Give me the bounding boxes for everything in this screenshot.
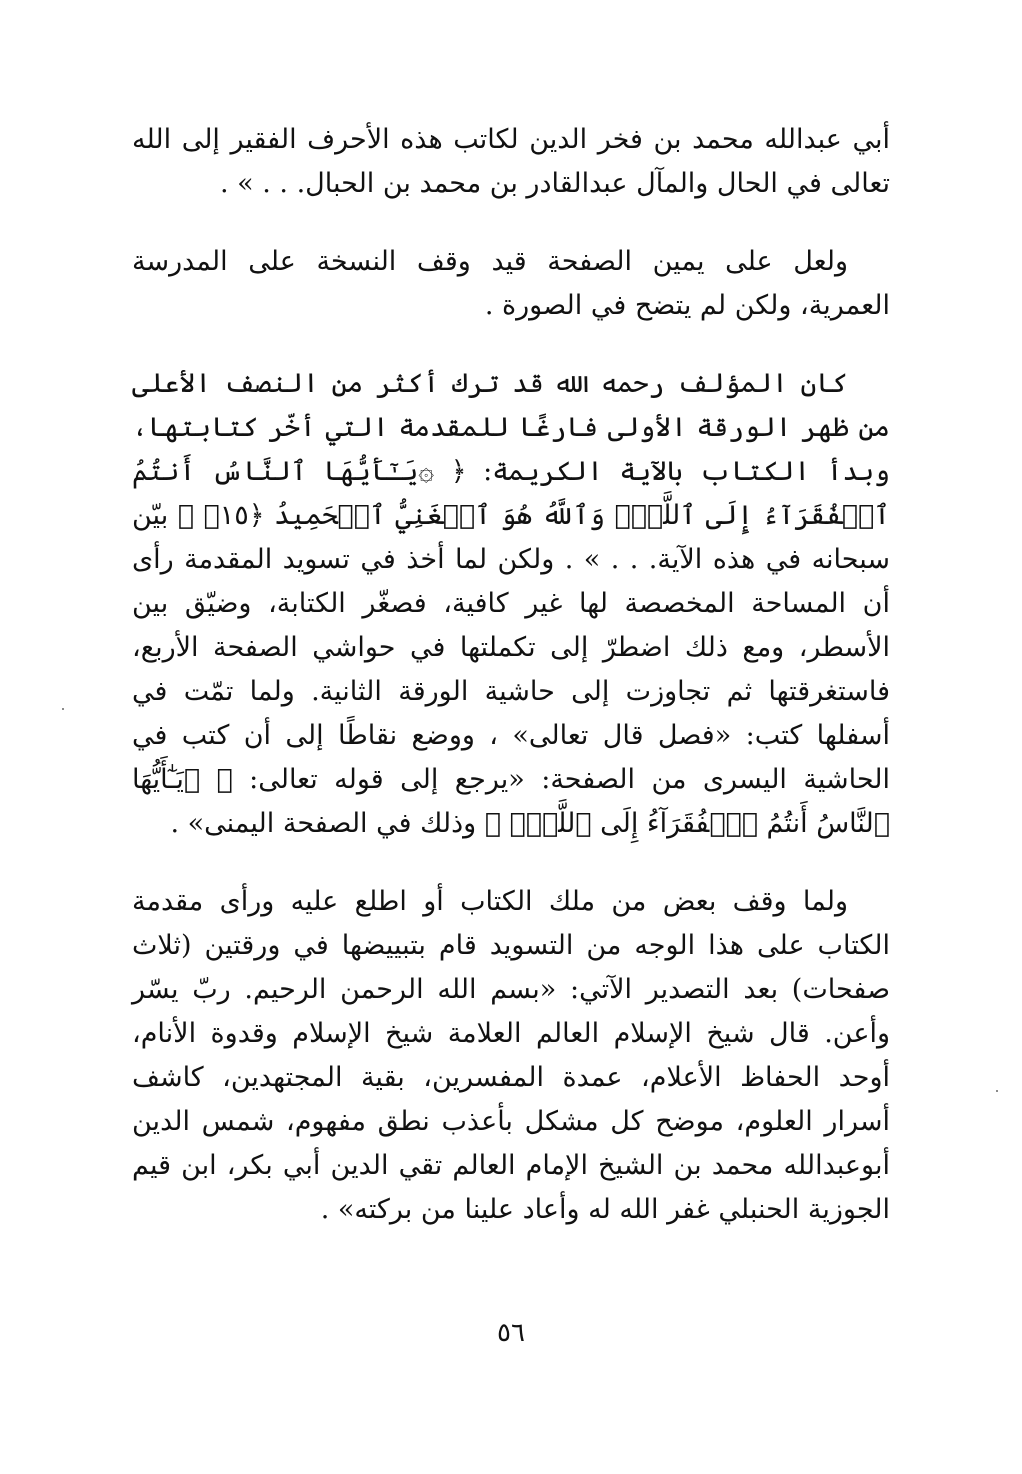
page-number: ٥٦ (497, 1318, 525, 1348)
scan-speck (996, 1090, 998, 1092)
paragraph-4: ولما وقف بعض من ملك الكتاب أو اطلع عليه ورأى مقدمة الكتاب على هذا الوجه من التسويد قام بتبييضها في ورقتين (ثلاث صفحات) بعد التصدير الآتي: «بسم الله الرحمن الرحيم. ربّ يسّر وأعن. قال شيخ الإسلام العالم العلامة شيخ الإسلام وقدوة الأنام، أوحد الحفاظ الأعلام، عمدة المفسرين، بقية المجتهدين، كاشف أسرار العلوم، موضح كل مشكل بأعذب نطق مفهوم، شمس الدين أبوعبدالله محمد بن الشيخ الإمام العالم تقي الدين أبي بكر، ابن قيم الجوزية الحنبلي غفر الله له وأعاد علينا من بركته» . (132, 886, 890, 1225)
paragraph-1: أبي عبدالله محمد بن فخر الدين لكاتب هذه الأحرف الفقير إلى الله تعالى في الحال والمآل عبدالقادر بن محمد بن الحبال. . . » . (132, 124, 890, 199)
paragraph-3: كان المؤلف رحمه الله قد ترك أكثر من النصف الأعلى من ظهر الورقة الأولى فارغًا للمقدمة التي أخّر كتابتها، وبدأ الكتاب بالآية الكريمة: ﴿ ۞يَـٰٓأَيُّهَا ٱلنَّاسُ أَنتُمُ ٱلۡفُقَرَآءُ إِلَى ٱللَّهِۖ وَٱللَّهُ هُوَ ٱلۡغَنِيُّ ٱلۡحَمِيدُ ﴿١٥﴾ ﴾ بيّن سبحانه في هذه الآية. . . » . ولكن لما أخذ في تسويد المقدمة رأى أن المساحة المخصصة لها غير كافية، فصغّر الكتابة، وضيّق بين الأسطر، ومع ذلك اضطرّ إلى تكملتها في حواشي الصفحة الأربع، فاستغرقتها ثم تجاوزت إلى حاشية الورقة الثانية. ولما تمّت في أسفلها كتب: «فصل قال تعالى» ، ووضع نقاطًا إلى أن كتب في الحاشية اليسرى من الصفحة: «يرجع إلى قوله تعالى: ﴿ ۞يَـٰٓأَيُّهَا ٱلنَّاسُ أَنتُمُ ٱلۡفُقَرَآءُ إِلَى ٱللَّهِۖ ﴾ وذلك في الصفحة اليمنى» . (132, 368, 890, 839)
paragraph-2: ولعل على يمين الصفحة قيد وقف النسخة على المدرسة العمرية، ولكن لم يتضح في الصورة . (132, 246, 890, 321)
scan-speck (62, 708, 64, 710)
page-body (132, 118, 890, 1266)
